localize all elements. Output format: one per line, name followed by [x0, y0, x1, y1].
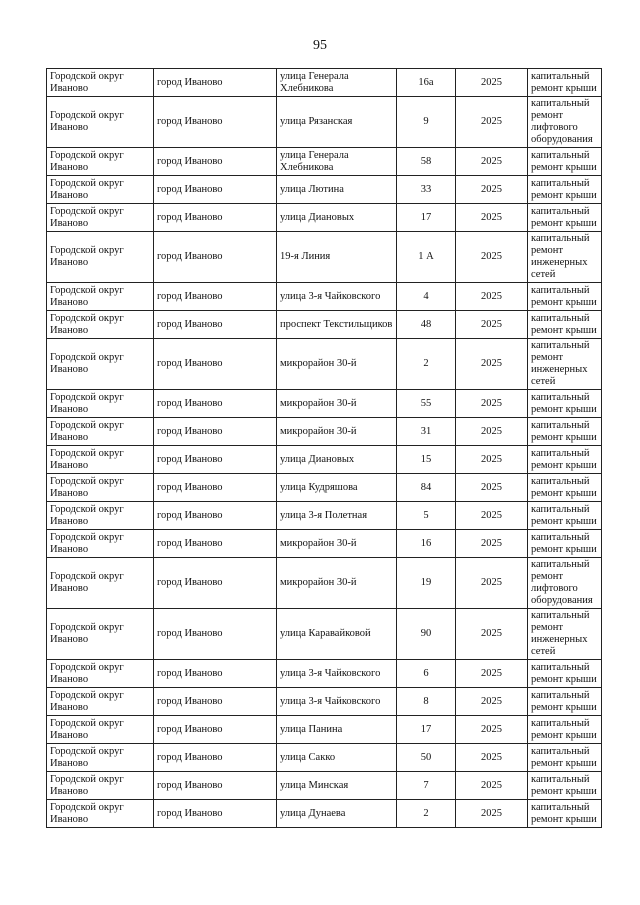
city-cell: город Иваново [154, 390, 277, 418]
house-number-cell: 48 [397, 311, 456, 339]
city-cell: город Иваново [154, 69, 277, 97]
city-cell: город Иваново [154, 474, 277, 502]
work-type-cell: капитальный ремонт крыши [528, 176, 602, 204]
district-cell: Городской округ Иваново [47, 744, 154, 772]
work-type-cell: капитальный ремонт крыши [528, 69, 602, 97]
house-number-cell: 8 [397, 688, 456, 716]
table-row [47, 446, 602, 474]
table-row [47, 418, 602, 446]
table-row [47, 558, 602, 609]
work-type-cell: капитальный ремонт крыши [528, 418, 602, 446]
street-cell: микрорайон 30-й [277, 390, 397, 418]
work-type-cell: капитальный ремонт крыши [528, 530, 602, 558]
street-cell: микрорайон 30-й [277, 418, 397, 446]
table-row [47, 339, 602, 390]
table-row [47, 390, 602, 418]
work-type-cell: капитальный ремонт крыши [528, 502, 602, 530]
work-type-cell: капитальный ремонт крыши [528, 148, 602, 176]
city-cell: город Иваново [154, 800, 277, 828]
street-cell: 19-я Линия [277, 232, 397, 283]
year-cell: 2025 [456, 688, 528, 716]
district-cell: Городской округ Иваново [47, 530, 154, 558]
street-cell: улица Диановых [277, 446, 397, 474]
table-row [47, 283, 602, 311]
year-cell: 2025 [456, 530, 528, 558]
table-row [47, 609, 602, 660]
district-cell: Городской округ Иваново [47, 446, 154, 474]
city-cell: город Иваново [154, 283, 277, 311]
table-row [47, 716, 602, 744]
city-cell: город Иваново [154, 148, 277, 176]
house-number-cell: 2 [397, 339, 456, 390]
work-type-cell: капитальный ремонт крыши [528, 474, 602, 502]
year-cell: 2025 [456, 716, 528, 744]
year-cell: 2025 [456, 772, 528, 800]
house-number-cell: 7 [397, 772, 456, 800]
city-cell: город Иваново [154, 97, 277, 148]
street-cell: микрорайон 30-й [277, 530, 397, 558]
year-cell: 2025 [456, 148, 528, 176]
district-cell: Городской округ Иваново [47, 97, 154, 148]
street-cell: улица Каравайковой [277, 609, 397, 660]
street-cell: улица Сакко [277, 744, 397, 772]
street-cell: улица 3-я Чайковского [277, 688, 397, 716]
year-cell: 2025 [456, 232, 528, 283]
district-cell: Городской округ Иваново [47, 283, 154, 311]
house-number-cell: 58 [397, 148, 456, 176]
house-number-cell: 15 [397, 446, 456, 474]
house-number-cell: 31 [397, 418, 456, 446]
city-cell: город Иваново [154, 204, 277, 232]
work-type-cell: капитальный ремонт крыши [528, 744, 602, 772]
house-number-cell: 17 [397, 716, 456, 744]
house-number-cell: 6 [397, 660, 456, 688]
street-cell: улица Дунаева [277, 800, 397, 828]
district-cell: Городской округ Иваново [47, 800, 154, 828]
street-cell: улица Лютина [277, 176, 397, 204]
street-cell: улица Панина [277, 716, 397, 744]
house-number-cell: 16а [397, 69, 456, 97]
city-cell: город Иваново [154, 609, 277, 660]
table-row [47, 772, 602, 800]
city-cell: город Иваново [154, 502, 277, 530]
district-cell: Городской округ Иваново [47, 176, 154, 204]
work-type-cell: капитальный ремонт крыши [528, 283, 602, 311]
work-type-cell: капитальный ремонт инженерных сетей [528, 339, 602, 390]
district-cell: Городской округ Иваново [47, 558, 154, 609]
city-cell: город Иваново [154, 772, 277, 800]
district-cell: Городской округ Иваново [47, 716, 154, 744]
city-cell: город Иваново [154, 446, 277, 474]
house-number-cell: 19 [397, 558, 456, 609]
table-row [47, 474, 602, 502]
year-cell: 2025 [456, 390, 528, 418]
table-row [47, 660, 602, 688]
table-row [47, 502, 602, 530]
year-cell: 2025 [456, 660, 528, 688]
work-type-cell: капитальный ремонт лифтового оборудования [528, 97, 602, 148]
street-cell: улица 3-я Чайковского [277, 660, 397, 688]
table-row [47, 69, 602, 97]
district-cell: Городской округ Иваново [47, 418, 154, 446]
table-row [47, 311, 602, 339]
house-number-cell: 9 [397, 97, 456, 148]
year-cell: 2025 [456, 176, 528, 204]
street-cell: улица 3-я Полетная [277, 502, 397, 530]
page-number: 95 [313, 38, 327, 53]
street-cell: улица Генерала Хлебникова [277, 69, 397, 97]
work-type-cell: капитальный ремонт инженерных сетей [528, 609, 602, 660]
district-cell: Городской округ Иваново [47, 339, 154, 390]
city-cell: город Иваново [154, 530, 277, 558]
table-row [47, 204, 602, 232]
table-row [47, 148, 602, 176]
year-cell: 2025 [456, 311, 528, 339]
year-cell: 2025 [456, 283, 528, 311]
table-row [47, 530, 602, 558]
house-number-cell: 2 [397, 800, 456, 828]
street-cell: улица Минская [277, 772, 397, 800]
year-cell: 2025 [456, 474, 528, 502]
city-cell: город Иваново [154, 418, 277, 446]
district-cell: Городской округ Иваново [47, 390, 154, 418]
work-type-cell: капитальный ремонт инженерных сетей [528, 232, 602, 283]
work-type-cell: капитальный ремонт крыши [528, 800, 602, 828]
year-cell: 2025 [456, 97, 528, 148]
year-cell: 2025 [456, 204, 528, 232]
city-cell: город Иваново [154, 176, 277, 204]
work-type-cell: капитальный ремонт крыши [528, 204, 602, 232]
year-cell: 2025 [456, 558, 528, 609]
district-cell: Городской округ Иваново [47, 69, 154, 97]
district-cell: Городской округ Иваново [47, 204, 154, 232]
street-cell: улица Генерала Хлебникова [277, 148, 397, 176]
house-number-cell: 84 [397, 474, 456, 502]
district-cell: Городской округ Иваново [47, 232, 154, 283]
house-number-cell: 16 [397, 530, 456, 558]
repair-registry-table [46, 68, 602, 828]
work-type-cell: капитальный ремонт крыши [528, 772, 602, 800]
street-cell: микрорайон 30-й [277, 558, 397, 609]
city-cell: город Иваново [154, 558, 277, 609]
year-cell: 2025 [456, 418, 528, 446]
table-body [47, 69, 602, 828]
work-type-cell: капитальный ремонт крыши [528, 688, 602, 716]
house-number-cell: 55 [397, 390, 456, 418]
district-cell: Городской округ Иваново [47, 148, 154, 176]
district-cell: Городской округ Иваново [47, 660, 154, 688]
year-cell: 2025 [456, 800, 528, 828]
street-cell: улица 3-я Чайковского [277, 283, 397, 311]
street-cell: улица Рязанская [277, 97, 397, 148]
district-cell: Городской округ Иваново [47, 502, 154, 530]
table-row [47, 688, 602, 716]
district-cell: Городской округ Иваново [47, 609, 154, 660]
house-number-cell: 90 [397, 609, 456, 660]
work-type-cell: капитальный ремонт крыши [528, 390, 602, 418]
street-cell: проспект Текстильщиков [277, 311, 397, 339]
year-cell: 2025 [456, 609, 528, 660]
table-row [47, 744, 602, 772]
year-cell: 2025 [456, 339, 528, 390]
house-number-cell: 4 [397, 283, 456, 311]
year-cell: 2025 [456, 744, 528, 772]
year-cell: 2025 [456, 69, 528, 97]
work-type-cell: капитальный ремонт крыши [528, 311, 602, 339]
table-row [47, 232, 602, 283]
year-cell: 2025 [456, 446, 528, 474]
street-cell: микрорайон 30-й [277, 339, 397, 390]
city-cell: город Иваново [154, 660, 277, 688]
house-number-cell: 1 А [397, 232, 456, 283]
district-cell: Городской округ Иваново [47, 772, 154, 800]
house-number-cell: 50 [397, 744, 456, 772]
district-cell: Городской округ Иваново [47, 688, 154, 716]
table-row [47, 97, 602, 148]
house-number-cell: 5 [397, 502, 456, 530]
city-cell: город Иваново [154, 716, 277, 744]
work-type-cell: капитальный ремонт крыши [528, 446, 602, 474]
street-cell: улица Диановых [277, 204, 397, 232]
city-cell: город Иваново [154, 688, 277, 716]
work-type-cell: капитальный ремонт лифтового оборудования [528, 558, 602, 609]
house-number-cell: 17 [397, 204, 456, 232]
house-number-cell: 33 [397, 176, 456, 204]
year-cell: 2025 [456, 502, 528, 530]
street-cell: улица Кудряшова [277, 474, 397, 502]
table-row [47, 176, 602, 204]
city-cell: город Иваново [154, 311, 277, 339]
work-type-cell: капитальный ремонт крыши [528, 716, 602, 744]
city-cell: город Иваново [154, 232, 277, 283]
table-row [47, 800, 602, 828]
city-cell: город Иваново [154, 744, 277, 772]
work-type-cell: капитальный ремонт крыши [528, 660, 602, 688]
district-cell: Городской округ Иваново [47, 474, 154, 502]
district-cell: Городской округ Иваново [47, 311, 154, 339]
city-cell: город Иваново [154, 339, 277, 390]
